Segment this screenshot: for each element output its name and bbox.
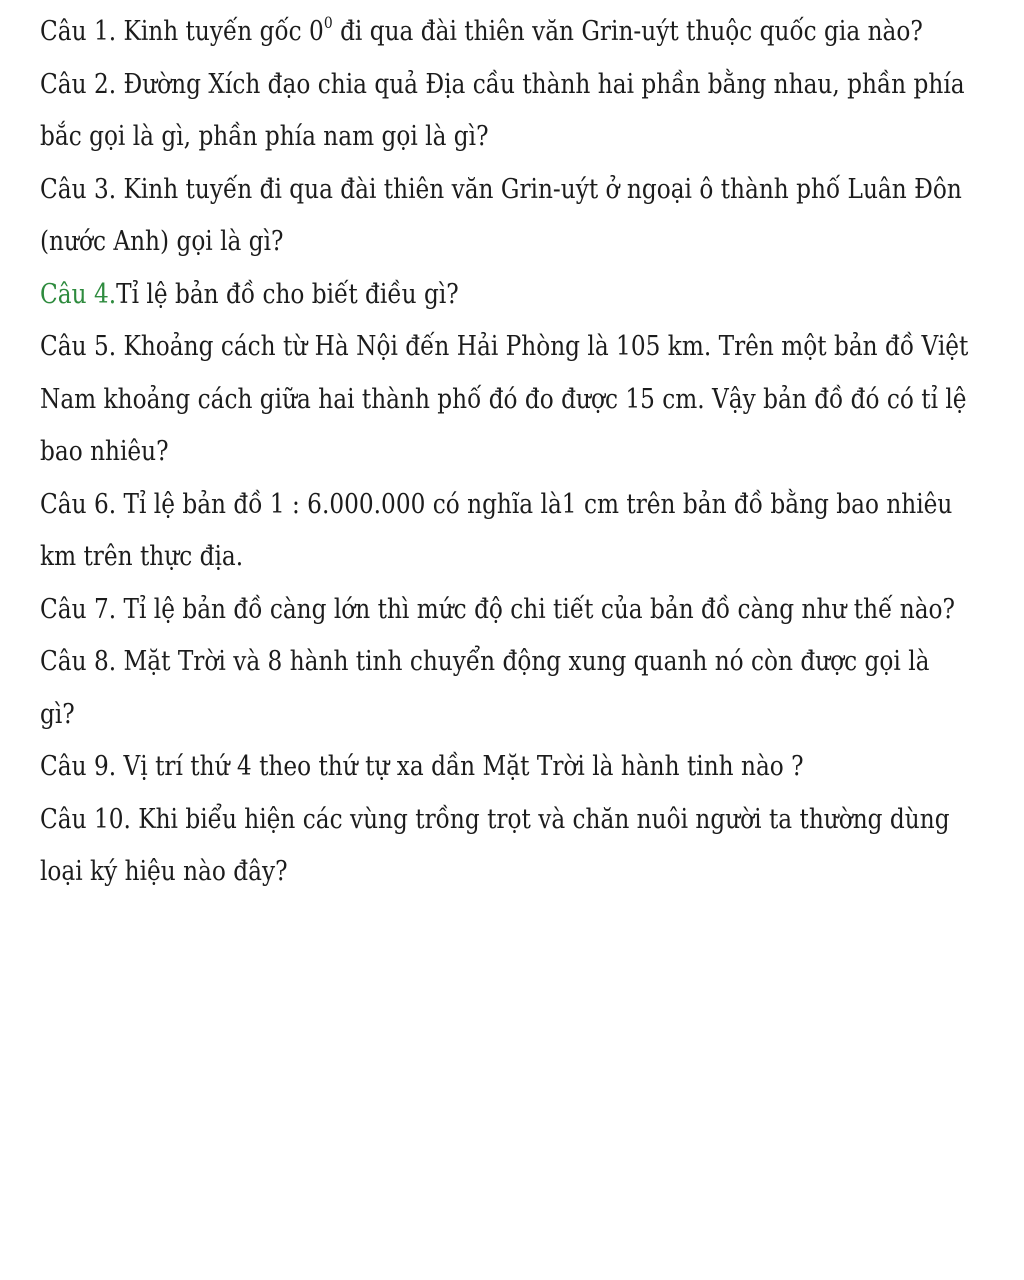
question-8 bbox=[40, 636, 970, 741]
question-1-number: Câu 1. bbox=[40, 16, 117, 47]
question-4-number: Câu 4. bbox=[40, 278, 117, 310]
question-9 bbox=[40, 741, 970, 794]
question-6-text: Tỉ lệ bản đồ 1 : 6.000.000 có nghĩa là1 cm trên bản đồ bằng bao nhiêu km trên thực địa. bbox=[40, 488, 953, 572]
question-5 bbox=[40, 321, 970, 479]
question-1-text-start: Kinh tuyến gốc 0 bbox=[116, 16, 324, 47]
question-9-text: Vị trí thứ 4 theo thứ tự xa dần Mặt Trời là hành tinh nào ? bbox=[116, 751, 804, 782]
question-10-number: Câu 10. bbox=[40, 803, 131, 835]
question-2-text: Đường Xích đạo chia quả Địa cầu thành hai phần bằng nhau, phần phía bắc gọi là gì, phần phía nam gọi là gì? bbox=[40, 68, 965, 152]
question-8-text: Mặt Trời và 8 hành tinh chuyển động xung quanh nó còn được gọi là gì? bbox=[40, 646, 930, 730]
question-1-text-end: đi qua đài thiên văn Grin-uýt thuộc quốc gia nào? bbox=[332, 16, 923, 47]
question-3-number: Câu 3. bbox=[40, 173, 117, 205]
question-6 bbox=[40, 479, 970, 584]
question-5-text: Khoảng cách từ Hà Nội đến Hải Phòng là 105 km. Trên một bản đồ Việt Nam khoảng cách giữa hai thành phố đó đo được 15 cm. Vậy bản đồ đó có tỉ lệ bao nhiêu? bbox=[40, 331, 969, 467]
question-7-text: Tỉ lệ bản đồ càng lớn thì mức độ chi tiết của bản đồ càng như thế nào? bbox=[116, 593, 955, 625]
question-4-text: Tỉ lệ bản đồ cho biết điều gì? bbox=[116, 278, 459, 310]
question-9-number: Câu 9. bbox=[40, 751, 117, 782]
question-6-number: Câu 6. bbox=[40, 488, 117, 520]
question-1 bbox=[40, 6, 970, 59]
degree-superscript: 0 bbox=[323, 12, 333, 32]
question-4 bbox=[40, 269, 970, 322]
question-7 bbox=[40, 584, 970, 637]
question-list bbox=[40, 6, 970, 899]
question-3 bbox=[40, 164, 970, 269]
question-7-number: Câu 7. bbox=[40, 593, 117, 625]
question-2-number: Câu 2. bbox=[40, 68, 117, 100]
question-8-number: Câu 8. bbox=[40, 646, 117, 677]
question-3-text: Kinh tuyến đi qua đài thiên văn Grin-uýt ở ngoại ô thành phố Luân Đôn (nước Anh) gọi là gì? bbox=[40, 173, 962, 257]
question-10 bbox=[40, 794, 970, 899]
question-5-number: Câu 5. bbox=[40, 331, 117, 362]
question-2 bbox=[40, 59, 970, 164]
question-10-text: Khi biểu hiện các vùng trồng trọt và chăn nuôi người ta thường dùng loại ký hiệu nào đây? bbox=[40, 803, 950, 887]
